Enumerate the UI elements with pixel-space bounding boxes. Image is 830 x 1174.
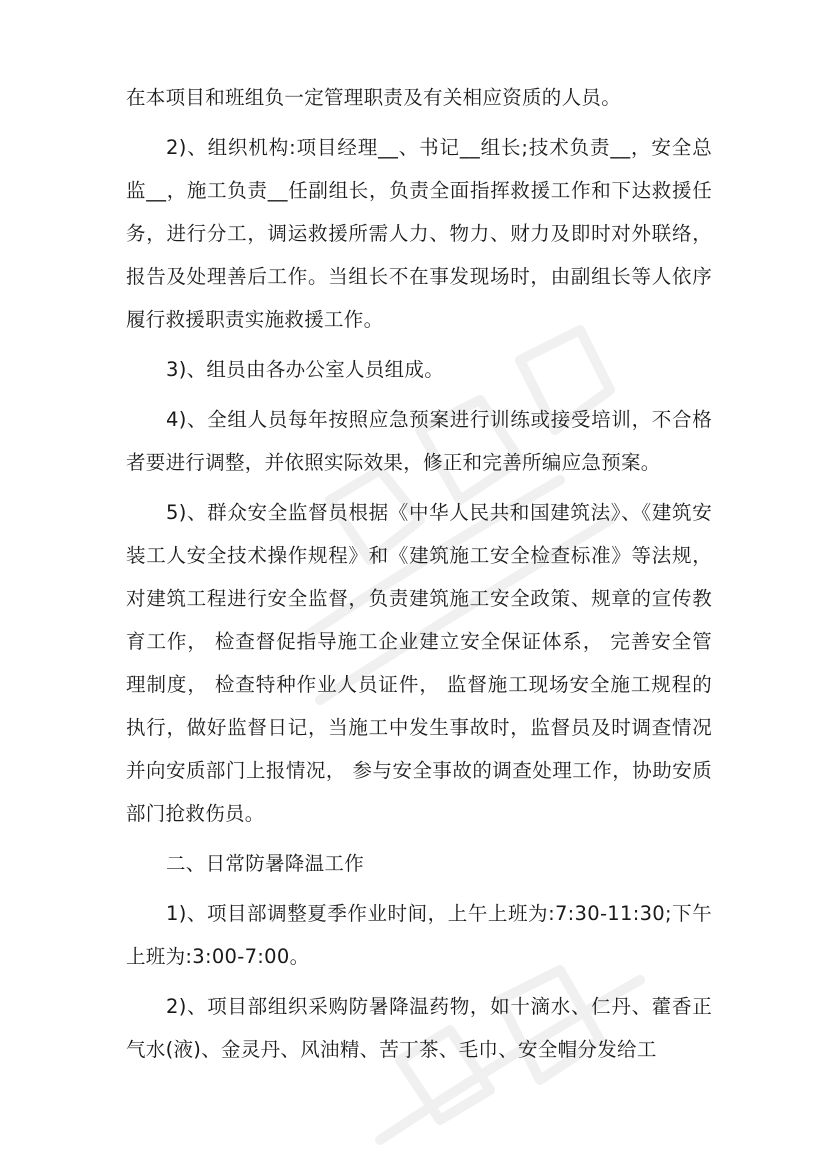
paragraph-0: 在本项目和班组负一定管理职责及有关相应资质的人员。 xyxy=(126,86,622,109)
paragraph-1: 2)、组织机构:项目经理__、书记__组长;技术负责__，安全总监__，施工负责__任副组长，负责全面指挥救援工作和下达救援任务，进行分工，调运救援所需人力、物力、财力及即时对外联络，报告及处理善后工作。当组长不在事发现场时，由副组长等人依序履行救援职责实施救援工作。 xyxy=(126,136,712,331)
paragraph-7: 2)、项目部组织采购防暑降温药物，如十滴水、仁丹、藿香正气水(液)、金灵丹、风油精、苦丁茶、毛巾、安全帽分发给工 xyxy=(126,995,712,1061)
paragraph-4: 5)、群众安全监督员根据《中华人民共和国建筑法》、《建筑安装工人安全技术操作规程》和《建筑施工安全检查标准》等法规，对建筑工程进行安全监督，负责建筑施工安全政策、规章的宣传教育工作， 检查督促指导施工企业建立安全保证体系， 完善安全管理制度， 检查特种作业人员证件， 监督施工现场安全施工规程的执行，做好监督日记，当施工中发生事故时，监督员及时调查情况并向安质部门上报情况， 参与安全事故的调查处理工作，协助安质部门抢救伤员。 xyxy=(126,501,712,825)
section-heading: 二、日常防暑降温工作 xyxy=(166,852,365,875)
paragraph-6: 1)、项目部调整夏季作业时间，上午上班为:7:30-11:30;下午上班为:3:00-7:00。 xyxy=(126,902,712,968)
paragraph-2: 3)、组员由各办公室人员组成。 xyxy=(166,358,445,381)
paragraph-3: 4)、全组人员每年按照应急预案进行训练或接受培训，不合格者要进行调整，并依照实际效果，修正和完善所编应急预案。 xyxy=(126,408,712,474)
document-body xyxy=(126,76,712,1078)
